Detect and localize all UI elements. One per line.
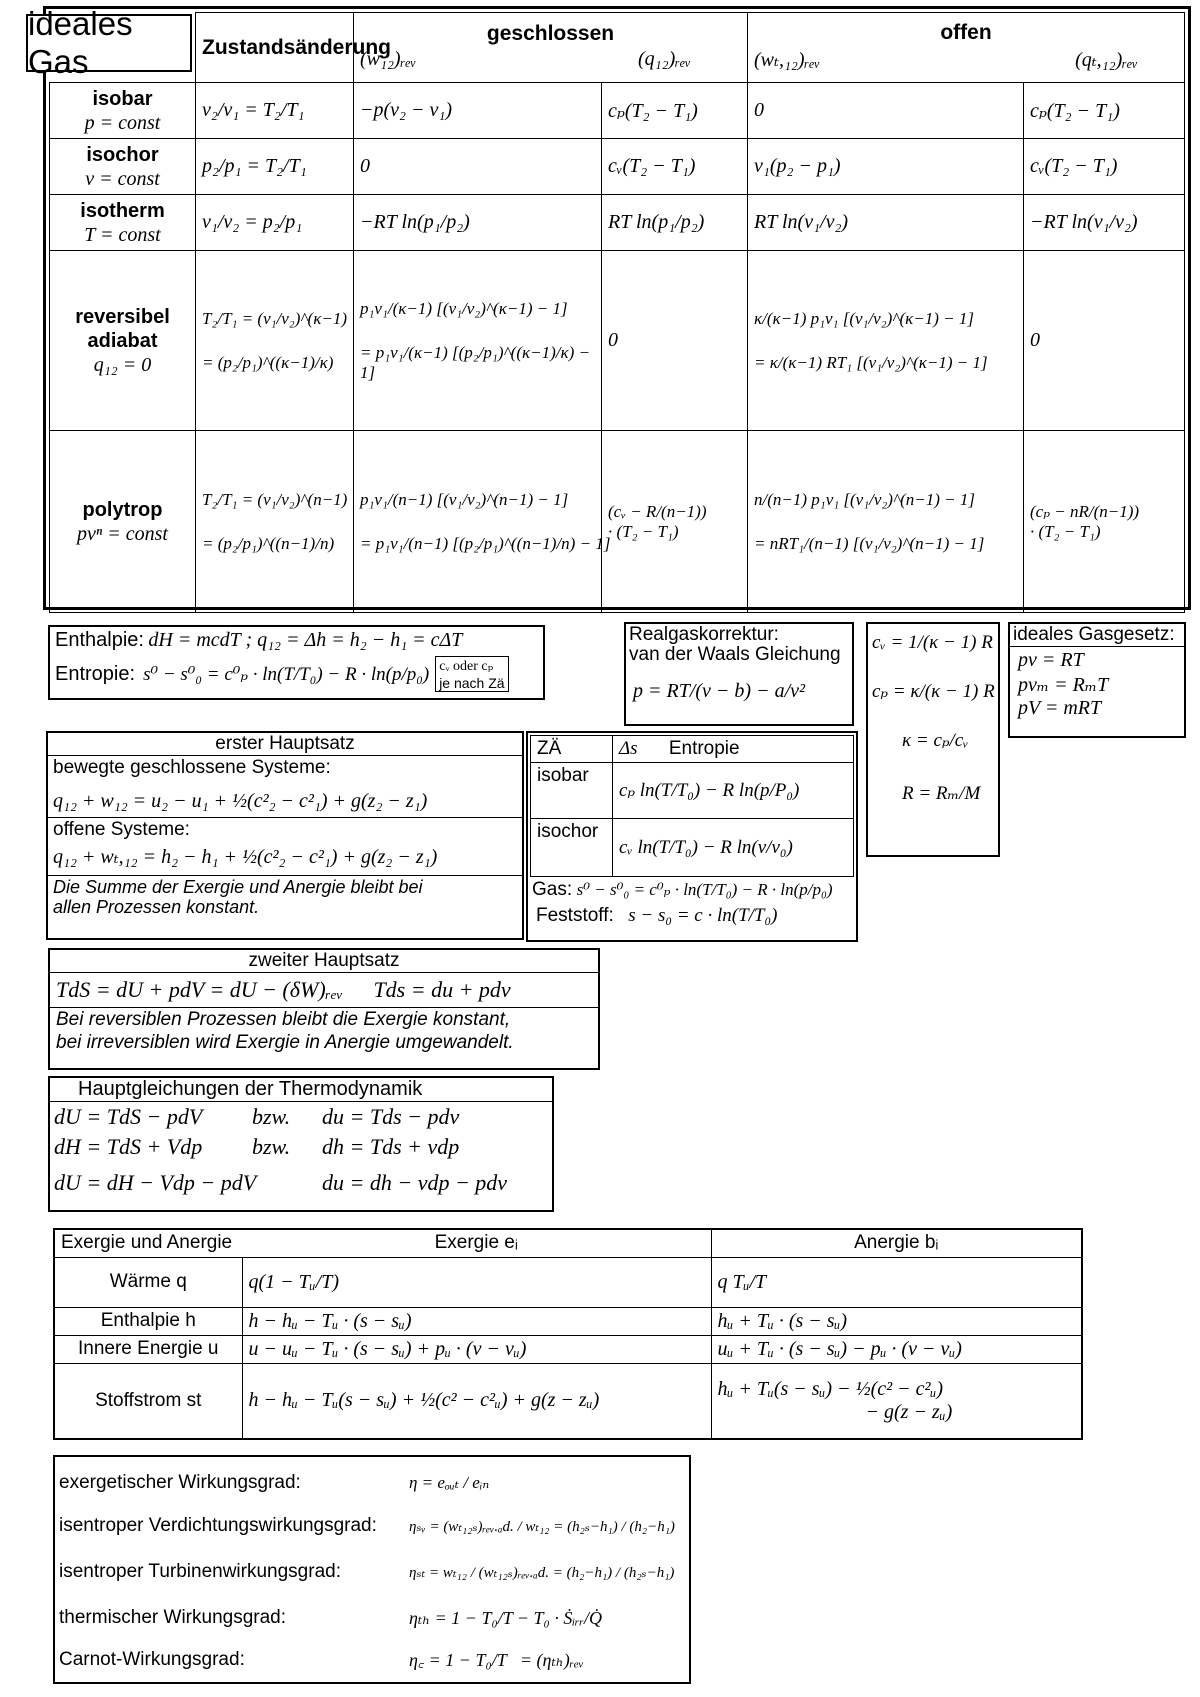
row-relation-2: = (p₂/p₁)^((κ−1)/κ): [202, 352, 334, 372]
row-name: polytrop: [82, 498, 163, 521]
row-cond: q₁₂ = 0: [93, 353, 152, 376]
row-cond: v = const: [85, 167, 160, 190]
real-gas-title-2: van der Waals Gleichung: [629, 644, 841, 665]
row-cond: T = const: [84, 223, 161, 246]
main-equation-left: dH = TdS + Vdp: [54, 1134, 203, 1159]
main-table-frame: [43, 6, 1191, 610]
exergy-row-anergy: q Tᵤ/T: [711, 1257, 1082, 1307]
row-q12-1: (cᵥ − R/(n−1)): [608, 501, 707, 521]
row-wt12: v₁(p₂ − p₁): [748, 139, 1024, 195]
row-wt12-1: n/(n−1) p₁v₁ [(v₁/v₂)^(n−1) − 1]: [754, 489, 976, 509]
row-name: isotherm: [80, 199, 165, 222]
row-name: isochor: [86, 143, 159, 166]
row-relation: p₂/p₁ = T₂/T₁: [196, 139, 354, 195]
entropy-gas-formula: s⁰ − s⁰₀ = c⁰ₚ · ln(T/T₀) − R · ln(p/p₀): [576, 880, 833, 899]
row-qt12-2: · (T₂ − T₁): [1030, 521, 1101, 541]
entropy-isobar-label: isobar: [531, 763, 613, 819]
table-row-isobar: [50, 83, 1185, 139]
row-qt12: cₚ(T₂ − T₁): [1024, 83, 1185, 139]
main-equation-mid: bzw.: [252, 1134, 291, 1159]
row-cond: p = const: [84, 111, 161, 134]
exergy-table: [53, 1228, 1083, 1440]
row-wt12-1: κ/(κ−1) p₁v₁ [(v₁/v₂)^(κ−1) − 1]: [754, 308, 975, 328]
first-law-closed-label: bewegte geschlossene Systeme:: [53, 757, 331, 778]
entropy-formula: s⁰ − s⁰₀ = c⁰ₚ · ln(T/T₀) − R · ln(p/p₀): [143, 663, 430, 685]
row-w12-2: = p₁v₁/(n−1) [(p₂/p₁)^((n−1)/n) − 1]: [360, 533, 611, 553]
row-wt12: 0: [748, 83, 1024, 139]
first-law-title: erster Hauptsatz: [48, 733, 522, 756]
table-row-adiabat: [50, 251, 1185, 431]
header-closed-group: [354, 13, 748, 83]
row-wt12-2: = κ/(κ−1) RT₁ [(v₁/v₂)^(κ−1) − 1]: [754, 352, 988, 372]
row-w12-1: p₁v₁/(n−1) [(v₁/v₂)^(n−1) − 1]: [360, 489, 569, 509]
enthalpy-entropy-box: [48, 625, 545, 700]
entropy-row-isochor: [531, 819, 854, 877]
row-qt12: 0: [1024, 251, 1185, 431]
main-equations-title: Hauptgleichungen der Thermodynamik: [50, 1078, 552, 1102]
header-open-group: [748, 13, 1185, 83]
header-w12: (w₁₂)ᵣₑᵥ: [360, 48, 417, 70]
row-w12-2: = p₁v₁/(κ−1) [(p₂/p₁)^((κ−1)/κ) − 1]: [360, 342, 591, 382]
second-law-title: zweiter Hauptsatz: [50, 950, 598, 973]
entropy-label: Entropie:: [55, 662, 136, 685]
kappa-formula: κ = cₚ/cᵥ: [902, 730, 969, 751]
efficiency-formula: η = eₒᵤₜ / eᵢₙ: [409, 1473, 490, 1492]
efficiency-row: [59, 1549, 685, 1595]
exergy-row-anergy: uᵤ + Tᵤ · (s − sᵤ) − pᵤ · (v − vᵤ): [711, 1335, 1082, 1363]
entropy-row-isobar: [531, 763, 854, 819]
entropy-note-line2: je nach Zä: [439, 675, 505, 692]
entropy-solid-formula: s − s₀ = c · ln(T/T₀): [628, 905, 778, 926]
exergy-row-anergy: hᵤ + Tᵤ · (s − sᵤ): [711, 1307, 1082, 1335]
row-q12: cₚ(T₂ − T₁): [602, 83, 748, 139]
efficiency-row: [59, 1641, 685, 1679]
header-q12: (q₁₂)ᵣₑᵥ: [638, 48, 692, 70]
main-equation-left: dU = dH − Vdp − pdV: [54, 1170, 257, 1195]
header-wt12: (wₜ,₁₂)ᵣₑᵥ: [754, 49, 821, 71]
exergy-row-heat: [54, 1257, 1082, 1307]
row-q12-2: · (T₂ − T₁): [608, 521, 679, 541]
first-law-open-formula: q₁₂ + wₜ,₁₂ = h₂ − h₁ + ½(c²₂ − c²₁) + g(z₂ − z₁): [53, 846, 438, 868]
first-law-note-line2: allen Prozessen konstant.: [53, 896, 260, 917]
second-law-note-line1: Bei reversiblen Prozessen bleibt die Exergie konstant,: [56, 1009, 511, 1030]
main-equation-row: [54, 1134, 548, 1160]
row-wt12: RT ln(v₁/v₂): [748, 195, 1024, 251]
cv-formula: cᵥ = 1/(κ − 1) R: [872, 632, 993, 653]
exergy-header-anergy: Anergie bᵢ: [711, 1229, 1082, 1257]
main-equations-list: [50, 1102, 552, 1198]
row-qt12-1: (cₚ − nR/(n−1)): [1030, 501, 1140, 521]
row-w12-1: p₁v₁/(κ−1) [(v₁/v₂)^(κ−1) − 1]: [360, 298, 568, 318]
efficiency-formula: ηₜₕ = 1 − T₀/T − T₀ · Ṡᵢᵣᵣ/Q̇: [409, 1607, 603, 1628]
entropy-isochor-formula: cᵥ ln(T/T₀) − R ln(v/v₀): [613, 819, 854, 877]
row-w12: 0: [354, 139, 602, 195]
efficiency-row: [59, 1463, 685, 1503]
gas-law-box: [1008, 622, 1186, 738]
main-equation-row: [54, 1170, 548, 1196]
main-equation-right: du = Tds − pdv: [322, 1104, 460, 1129]
exergy-row-label: Stoffstrom st: [54, 1363, 242, 1439]
row-qt12: cᵥ(T₂ − T₁): [1024, 139, 1185, 195]
entropy-isobar-formula: cₚ ln(T/T₀) − R ln(p/P₀): [613, 763, 854, 819]
efficiency-row: [59, 1595, 685, 1641]
gas-law-f3: pV = mRT: [1018, 697, 1102, 719]
real-gas-box: [624, 622, 854, 726]
row-q12: 0: [602, 251, 748, 431]
logo: [26, 5, 192, 80]
exergy-row-anergy-2: − g(z − zᵤ): [865, 1400, 953, 1423]
entropy-table: [530, 735, 854, 877]
exergy-row-anergy-1: hᵤ + Tᵤ(s − sᵤ) − ½(c² − c²ᵤ): [717, 1377, 943, 1400]
table-row-isotherm: [50, 195, 1185, 251]
exergy-header-exergy: Exergie eᵢ: [242, 1229, 711, 1257]
entropy-col-za: ZÄ: [531, 736, 613, 763]
entropy-isochor-label: isochor: [531, 819, 613, 877]
table-row-polytrop: [50, 431, 1185, 613]
efficiency-label: exergetischer Wirkungsgrad:: [59, 1472, 301, 1493]
exergy-row-mass-flow: [54, 1363, 1082, 1439]
header-qt12: (qₜ,₁₂)ᵣₑᵥ: [1075, 49, 1138, 71]
main-equation-mid: bzw.: [252, 1104, 291, 1129]
main-equation-left: dU = TdS − pdV: [54, 1104, 203, 1129]
second-law-box: [48, 948, 600, 1070]
entropy-col-ds: Δs: [619, 738, 638, 759]
row-relation-1: T₂/T₁ = (v₁/v₂)^(n−1): [202, 489, 348, 509]
enthalpy-label: Enthalpie:: [55, 629, 144, 651]
row-relation-1: T₂/T₁ = (v₁/v₂)^(κ−1): [202, 308, 348, 328]
efficiency-formula: η꜀ = 1 − T₀/T = (ηₜₕ)ᵣₑᵥ: [409, 1650, 584, 1670]
exergy-header-label: Exergie und Anergie: [54, 1229, 242, 1257]
real-gas-formula: p = RT/(v − b) − a/v²: [633, 680, 806, 702]
exergy-row-label: Enthalpie h: [54, 1307, 242, 1335]
exergy-row-exergy: h − hᵤ − Tᵤ · (s − sᵤ): [242, 1307, 711, 1335]
main-equations-box: [48, 1076, 554, 1212]
efficiency-formula: ηₛᵥ = (wₜ₁₂ₛ)ᵣₑᵥ.ₐd. / wₜ₁₂ = (h₂ₛ−h₁) / (h₂−h₁): [409, 1518, 675, 1535]
entropy-col-entropy: Entropie: [668, 738, 740, 759]
second-law-formula1: TdS = dU + pdV = dU − (δW)ᵣₑᵥ: [56, 977, 343, 1002]
first-law-note-line1: Die Summe der Exergie und Anergie bleibt bei: [53, 877, 423, 897]
exergy-row-label: Innere Energie u: [54, 1335, 242, 1363]
exergy-row-internal-energy: [54, 1335, 1082, 1363]
row-name: reversibel adiabat: [75, 305, 170, 352]
logo-text: ideales Gas: [28, 5, 133, 80]
efficiency-formula: ηₛₜ = wₜ₁₂ / (wₜ₁₂ₛ)ᵣₑᵥ.ₐd. = (h₂−h₁) / (h₂ₛ−h₁): [409, 1564, 675, 1581]
first-law-box: [46, 731, 524, 940]
header-closed: geschlossen: [486, 22, 615, 45]
row-wt12-2: = nRT₁/(n−1) [(v₁/v₂)^(n−1) − 1]: [754, 533, 985, 553]
efficiency-label: isentroper Verdichtungswirkungsgrad:: [59, 1515, 377, 1536]
second-law-note-line2: bei irreversiblen wird Exergie in Anergie umgewandelt.: [56, 1031, 514, 1053]
exergy-row-enthalpy: [54, 1307, 1082, 1335]
efficiency-box: [53, 1455, 691, 1684]
efficiency-label: isentroper Turbinenwirkungsgrad:: [59, 1561, 341, 1582]
second-law-formula2: Tds = du + pdv: [373, 977, 511, 1002]
main-equation-right: dh = Tds + vdp: [322, 1134, 460, 1159]
row-q12: RT ln(p₁/p₂): [602, 195, 748, 251]
row-w12: −RT ln(p₁/p₂): [354, 195, 602, 251]
first-law-note: [48, 875, 522, 920]
header-change: Zustandsänderung: [196, 13, 354, 83]
main-equation-right: du = dh − vdp − pdv: [322, 1170, 508, 1195]
gas-law-f1: pv = RT: [1018, 649, 1084, 671]
entropy-col-header: [613, 736, 854, 763]
cp-formula: cₚ = κ/(κ − 1) R: [872, 681, 995, 702]
row-relation: v₁/v₂ = p₂/p₁: [196, 195, 354, 251]
row-relation-2: = (p₂/p₁)^((n−1)/n): [202, 533, 335, 553]
heat-capacity-box: [866, 622, 1000, 857]
gas-law-f2: pvₘ = RₘT: [1018, 674, 1109, 696]
first-law-closed-formula: q₁₂ + w₁₂ = u₂ − u₁ + ½(c²₂ − c²₁) + g(z₂ − z₁): [53, 790, 428, 812]
row-qt12: −RT ln(v₁/v₂): [1024, 195, 1185, 251]
entropy-note-line1: cᵥ oder cₚ: [439, 659, 494, 674]
second-law-note: [50, 1007, 598, 1056]
exergy-row-exergy: h − hᵤ − Tᵤ(s − sᵤ) + ½(c² − c²ᵤ) + g(z − zᵤ): [242, 1363, 711, 1439]
exergy-row-exergy: q(1 − Tᵤ/T): [242, 1257, 711, 1307]
gas-law-title: ideales Gasgesetz:: [1010, 624, 1184, 647]
state-change-table: [49, 12, 1185, 613]
real-gas-title-1: Realgaskorrektur:: [629, 624, 779, 645]
row-w12: −p(v₂ − v₁): [354, 83, 602, 139]
table-row-isochor: [50, 139, 1185, 195]
exergy-row-exergy: u − uᵤ − Tᵤ · (s − sᵤ) + pᵤ · (v − vᵤ): [242, 1335, 711, 1363]
row-cond: pvⁿ = const: [77, 522, 168, 545]
entropy-box: [526, 731, 858, 942]
efficiency-label: thermischer Wirkungsgrad:: [59, 1607, 287, 1628]
r-formula: R = Rₘ/M: [902, 783, 981, 804]
entropy-solid-label: Feststoff:: [536, 905, 614, 926]
row-relation: v₂/v₁ = T₂/T₁: [196, 83, 354, 139]
exergy-box: [53, 1228, 1083, 1438]
header-open: offen: [940, 21, 992, 44]
first-law-open-label: offene Systeme:: [48, 817, 522, 842]
enthalpy-formula: dH = mcdT ; q₁₂ = Δh = h₂ − h₁ = cΔT: [148, 629, 463, 651]
main-equation-row: [54, 1104, 548, 1130]
efficiency-row: [59, 1503, 685, 1549]
entropy-gas-label: Gas:: [532, 879, 573, 900]
row-q12: cᵥ(T₂ − T₁): [602, 139, 748, 195]
efficiency-label: Carnot-Wirkungsgrad:: [59, 1649, 245, 1670]
entropy-note: [435, 656, 508, 692]
row-name: isobar: [92, 87, 153, 110]
exergy-row-label: Wärme q: [54, 1257, 242, 1307]
